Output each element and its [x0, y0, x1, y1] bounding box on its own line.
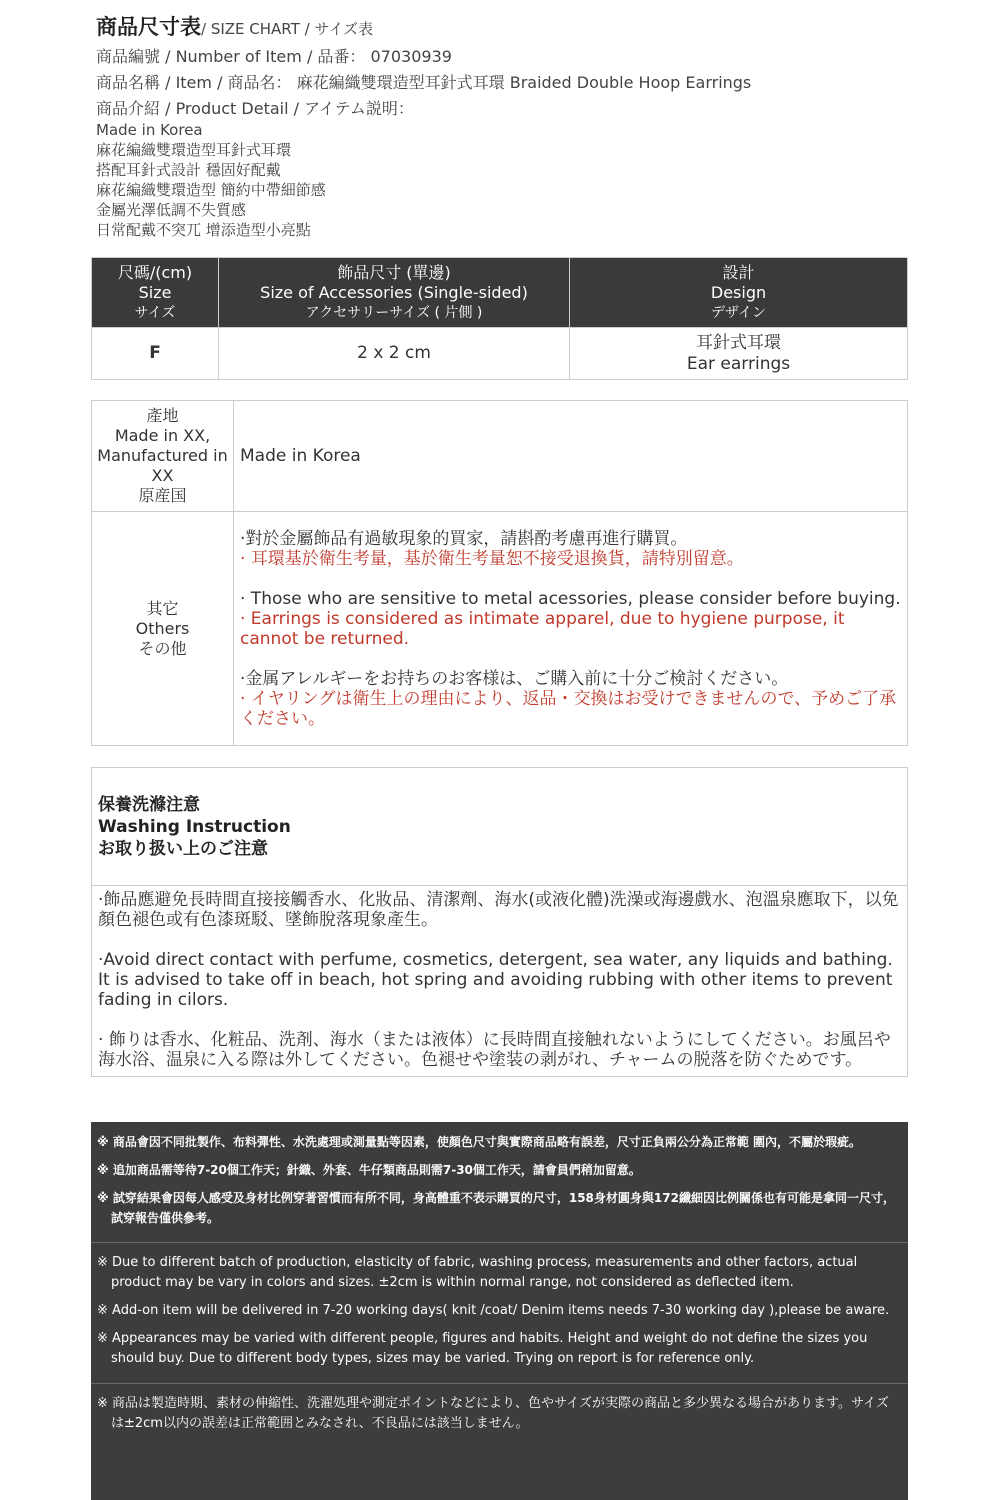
cell-design-en: Ear earrings	[686, 353, 791, 374]
notes-en	[91, 1243, 908, 1384]
header-size	[92, 258, 219, 328]
note-item: ※ 商品會因不同批製作、布料彈性、水洗處理或測量點等因素，使顏色尺寸與實際商品略有誤差，尺寸正負兩公分為正常範 圍內，不屬於瑕疵。	[97, 1135, 862, 1149]
notes-zh	[91, 1122, 908, 1243]
washing-instruction-box	[91, 767, 908, 1077]
others-label-en: Others	[135, 618, 190, 638]
item-name: 商品名稱 / Item / 商品名： 麻花編織雙環造型耳針式耳環 Braided Double Hoop Earrings	[96, 73, 752, 92]
cell-design-zh: 耳針式耳環	[696, 332, 781, 353]
origin-label-jp: 原産国	[138, 486, 187, 505]
note-item: ※ Appearances may be varied with different people, figures and habits. Height and weight do not define the sizes you should buy. Due to different body types, sizes may be varied. Trying on report is for reference only.	[97, 1331, 868, 1366]
others-jp-2: ‧ イヤリングは衛生上の理由により、返品・交換はお受けできませんので、予めご了承ください。	[240, 688, 897, 729]
detail-line: 麻花編織雙環造型 簡約中帶細節感	[96, 181, 326, 199]
washing-title-zh: 保養洗滌注意	[98, 795, 200, 815]
washing-title-jp: お取り扱い上のご注意	[98, 839, 268, 859]
others-label-zh: 其它	[146, 598, 179, 618]
washing-jp: ‧ 飾りは香水、化粧品、洗剤、海水（または液体）に長時間直接触れないようにしてください。お風呂や海水浴、温泉に入る際は外してください。色褪せや塗装の剥がれ、チャームの脱落を防ぐためです。	[98, 1030, 891, 1070]
others-label-jp: その他	[138, 638, 187, 658]
others-jp-1: ‧金属アレルギーをお持ちのお客様は、ご購入前に十分ご検討ください。	[240, 668, 789, 689]
product-header	[96, 12, 916, 240]
note-item: ※ Due to different batch of production, elasticity of fabric, washing process, measurements and other factors, actual product may be vary in colors and sizes. ±2cm is within normal range, not considered as deflected item.	[97, 1255, 858, 1290]
note-item: ※ Add-on item will be delivered in 7-20 working days( knit /coat/ Denim items needs 7-30 working day ),please be aware.	[97, 1303, 890, 1318]
others-zh-1: ‧對於金屬飾品有過敏現象的買家，請斟酌考慮再進行購買。	[240, 528, 688, 549]
header-design-jp: デザイン	[710, 304, 767, 321]
cell-design	[570, 328, 908, 380]
note-item: ※ 商品は製造時期、素材の伸縮性、洗濯処理や測定ポイントなどにより、色やサイズが実際の商品と多少異なる場合があります。サイズは±2cm以内の誤差は正常範囲とみなされ、不良品には該当しません。	[97, 1396, 889, 1431]
washing-en: ‧Avoid direct contact with perfume, cosmetics, detergent, sea water, any liquids and bathing. It is advised to take off in beach, hot spring and avoiding rubbing with other items to prevent fading in cilors.	[98, 950, 893, 1010]
origin-label-zh: 產地	[146, 406, 179, 425]
others-row	[92, 512, 908, 746]
header-accessory-size-zh: 飾品尺寸 (單邊)	[337, 262, 451, 282]
others-en-1: ‧ Those who are sensitive to metal acessories, please consider before buying.	[240, 588, 901, 609]
title-main: 商品尺寸表	[96, 15, 201, 39]
header-accessory-size-jp: アクセサリーサイズ ( 片側 )	[305, 304, 483, 321]
header-accessory-size-en: Size of Accessories (Single-sided)	[260, 282, 528, 302]
item-number: 商品編號 / Number of Item / 品番： 07030939	[96, 47, 452, 66]
detail-line: 麻花編織雙環造型耳針式耳環	[96, 141, 292, 159]
others-en-2: ‧ Earrings is considered as intimate apparel, due to hygiene purpose, it cannot be returned.	[240, 608, 845, 649]
origin-row	[92, 401, 908, 512]
size-chart-table	[91, 257, 908, 380]
detail-line: 金屬光澤低調不失質感	[96, 201, 247, 219]
origin-others-table	[91, 400, 908, 746]
others-value	[234, 512, 908, 746]
header-design-zh: 設計	[722, 262, 755, 282]
table-row	[92, 328, 908, 380]
header-size-en: Size	[138, 282, 172, 302]
detail-line: 日常配戴不突兀 增添造型小亮點	[96, 221, 311, 239]
header-accessory-size	[219, 258, 570, 328]
notes-jp	[91, 1384, 908, 1448]
washing-zh: ‧飾品應避免長時間直接接觸香水、化妝品、清潔劑、海水(或液化體)洗澡或海邊戲水、泡溫泉應取下，以免顏色褪色或有色漆斑駁、墜飾脫落現象產生。	[98, 890, 899, 930]
others-label	[92, 512, 234, 746]
washing-heading	[92, 768, 907, 886]
detail-line: 搭配耳針式設計 穩固好配戴	[96, 161, 281, 179]
product-detail-list	[96, 120, 916, 240]
note-item: ※ 試穿結果會因每人感受及身材比例穿著習慣而有所不同，身高體重不表示購買的尺寸，158身材圓身與172纖細因比例關係也有可能是拿同一尺寸，試穿報告僅供參考。	[97, 1191, 895, 1225]
cell-dimension: 2 x 2 cm	[219, 328, 570, 380]
notes-panel	[91, 1122, 908, 1500]
detail-line: Made in Korea	[96, 121, 203, 139]
header-size-zh: 尺碼/(cm)	[117, 262, 193, 282]
cell-size: F	[92, 328, 219, 380]
washing-title-en: Washing Instruction	[98, 817, 291, 837]
title-rest: / SIZE CHART / サイズ表	[201, 20, 374, 38]
origin-label	[92, 401, 234, 512]
note-item: ※ 追加商品需等待7-20個工作天；針織、外套、牛仔類商品則需7-30個工作天，請會員們稍加留意。	[97, 1163, 641, 1177]
header-size-jp: サイズ	[134, 304, 176, 321]
header-design	[570, 258, 908, 328]
origin-label-en: Made in XX, Manufactured in XX	[97, 426, 228, 485]
product-detail-heading: 商品介紹 / Product Detail / アイテム説明：	[96, 99, 414, 118]
origin-value: Made in Korea	[234, 401, 908, 512]
header-design-en: Design	[710, 282, 767, 302]
page-title	[96, 12, 916, 44]
size-table-header-row	[92, 258, 908, 328]
others-zh-2: ‧ 耳環基於衛生考量，基於衛生考量恕不接受退換貨，請特別留意。	[240, 548, 744, 569]
washing-body	[92, 886, 907, 1076]
